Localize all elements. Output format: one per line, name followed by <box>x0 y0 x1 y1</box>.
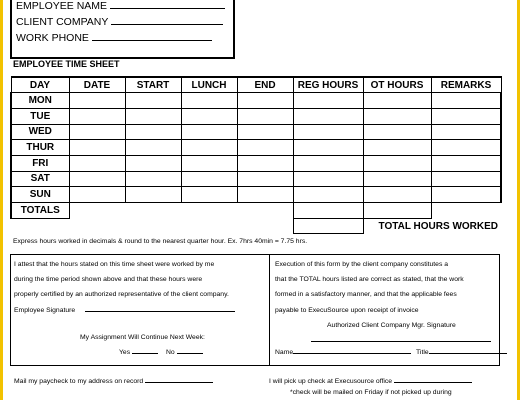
remarks-cell[interactable] <box>431 171 501 187</box>
table-row <box>11 171 501 187</box>
header-ot-hours: OT HOURS <box>363 77 431 93</box>
spacer <box>14 318 266 330</box>
mail-paycheck-label: Mail my paycheck to my address on record <box>14 378 144 385</box>
end-cell[interactable] <box>237 155 293 171</box>
table-row <box>11 140 501 156</box>
end-cell[interactable] <box>237 140 293 156</box>
lunch-cell[interactable] <box>181 187 237 203</box>
date-cell[interactable] <box>69 140 125 156</box>
header-remarks: REMARKS <box>431 77 501 93</box>
pickup-label: I will pick up check at Execusource office <box>269 378 393 385</box>
total-hours-worked-label: TOTAL HOURS WORKED <box>363 218 501 234</box>
yes-field[interactable] <box>132 347 158 354</box>
employee-signature-row <box>14 303 266 318</box>
title-label: Title <box>416 349 429 357</box>
date-cell[interactable] <box>69 108 125 124</box>
date-cell[interactable] <box>69 187 125 203</box>
end-cell[interactable] <box>237 187 293 203</box>
day-cell: SUN <box>11 187 69 203</box>
date-cell[interactable] <box>69 155 125 171</box>
end-cell[interactable] <box>237 108 293 124</box>
work-phone-field[interactable] <box>92 31 212 41</box>
day-cell: WED <box>11 124 69 140</box>
ot-hours-cell[interactable] <box>363 108 431 124</box>
employee-info-box <box>10 0 235 59</box>
reg-hours-cell[interactable] <box>293 124 363 140</box>
start-cell[interactable] <box>125 171 181 187</box>
lunch-cell[interactable] <box>181 93 237 109</box>
table-row <box>11 124 501 140</box>
ot-hours-cell[interactable] <box>363 187 431 203</box>
attestation-divider <box>269 255 270 365</box>
start-cell[interactable] <box>125 140 181 156</box>
day-cell: FRI <box>11 155 69 171</box>
client-line: formed in a satisfactory manner, and that the applicable fees <box>275 291 457 299</box>
end-cell[interactable] <box>237 124 293 140</box>
date-cell[interactable] <box>69 93 125 109</box>
pickup-row <box>269 376 472 385</box>
client-signature-row <box>275 333 497 345</box>
name-label: Name <box>275 349 294 357</box>
total-hours-empty <box>69 218 125 234</box>
remarks-cell[interactable] <box>431 155 501 171</box>
day-cell: MON <box>11 93 69 109</box>
remarks-cell[interactable] <box>431 124 501 140</box>
attest-line: during the time period shown above and that these hours were <box>14 276 203 284</box>
name-field[interactable] <box>293 347 411 354</box>
end-cell[interactable] <box>237 93 293 109</box>
employee-name-row <box>16 0 225 12</box>
totals-row <box>11 203 501 219</box>
table-row <box>11 187 501 203</box>
decimal-note: Express hours worked in decimals & round to the nearest quarter hour. Ex. 7hrs 40min = 7.75 hrs. <box>13 238 308 245</box>
start-cell[interactable] <box>125 124 181 140</box>
ot-hours-cell[interactable] <box>363 171 431 187</box>
day-cell: THUR <box>11 140 69 156</box>
yes-label: Yes <box>119 349 131 357</box>
mail-paycheck-row <box>14 376 213 385</box>
remarks-cell[interactable] <box>431 108 501 124</box>
day-cell: SAT <box>11 171 69 187</box>
table-row <box>11 155 501 171</box>
friday-note: *check will be mailed on Friday if not picked up during <box>290 389 452 396</box>
start-cell[interactable] <box>125 93 181 109</box>
total-hours-worked-cell[interactable] <box>293 218 363 234</box>
employee-name-field[interactable] <box>110 0 225 9</box>
reg-hours-cell[interactable] <box>293 93 363 109</box>
client-signature-field[interactable] <box>311 335 491 342</box>
page-edge-left <box>0 0 3 400</box>
remarks-cell[interactable] <box>431 140 501 156</box>
total-hours-empty <box>237 218 293 234</box>
start-cell[interactable] <box>125 155 181 171</box>
assignment-question: My Assignment Will Continue Next Week: <box>80 333 205 341</box>
employee-signature-field[interactable] <box>85 305 235 312</box>
header-lunch: LUNCH <box>181 77 237 93</box>
header-reg-hours: REG HOURS <box>293 77 363 93</box>
total-ot-hours-cell[interactable] <box>363 203 431 219</box>
date-cell[interactable] <box>69 124 125 140</box>
total-hours-empty <box>181 218 237 234</box>
end-cell[interactable] <box>237 171 293 187</box>
name-title-row <box>275 345 497 360</box>
table-row <box>11 108 501 124</box>
lunch-cell[interactable] <box>181 108 237 124</box>
total-hours-row <box>11 218 501 234</box>
pickup-field[interactable] <box>394 376 472 383</box>
attestation-box <box>10 254 500 366</box>
day-cell: TUE <box>11 108 69 124</box>
total-hours-empty <box>11 218 69 234</box>
mail-paycheck-field[interactable] <box>145 376 213 383</box>
time-sheet-table <box>10 76 502 234</box>
totals-empty <box>69 203 125 219</box>
attest-line: properly certified by an authorized representative of the client company. <box>14 291 229 299</box>
no-field[interactable] <box>177 347 203 354</box>
totals-empty <box>237 203 293 219</box>
totals-empty <box>431 203 501 219</box>
ot-hours-cell[interactable] <box>363 140 431 156</box>
work-phone-label: WORK PHONE <box>16 32 89 44</box>
totals-empty <box>181 203 237 219</box>
total-reg-hours-cell[interactable] <box>293 203 363 219</box>
lunch-cell[interactable] <box>181 124 237 140</box>
reg-hours-cell[interactable] <box>293 140 363 156</box>
work-phone-row <box>16 31 212 44</box>
client-company-label: CLIENT COMPANY <box>16 16 109 28</box>
total-hours-empty <box>125 218 181 234</box>
title-field[interactable] <box>429 347 507 354</box>
start-cell[interactable] <box>125 108 181 124</box>
yes-no-row <box>14 345 266 360</box>
reg-hours-cell[interactable] <box>293 108 363 124</box>
header-end: END <box>237 77 293 93</box>
table-header-row <box>11 77 501 93</box>
client-attestation <box>275 257 497 360</box>
remarks-cell[interactable] <box>431 187 501 203</box>
client-company-row <box>16 15 223 28</box>
lunch-cell[interactable] <box>181 171 237 187</box>
no-label: No <box>165 349 175 357</box>
reg-hours-cell[interactable] <box>293 187 363 203</box>
client-line: Execution of this form by the client company constitutes a <box>275 261 449 268</box>
ot-hours-cell[interactable] <box>363 93 431 109</box>
header-day: DAY <box>11 77 69 93</box>
client-company-field[interactable] <box>111 15 223 25</box>
client-line: payable to ExecuSource upon receipt of invoice <box>275 306 419 314</box>
lunch-cell[interactable] <box>181 155 237 171</box>
client-signature-label: Authorized Client Company Mgr. Signature <box>327 321 456 329</box>
remarks-cell[interactable] <box>431 93 501 109</box>
reg-hours-cell[interactable] <box>293 171 363 187</box>
lunch-cell[interactable] <box>181 140 237 156</box>
employee-signature-label: Employee Signature <box>14 306 76 314</box>
header-date: DATE <box>69 77 125 93</box>
start-cell[interactable] <box>125 187 181 203</box>
reg-hours-cell[interactable] <box>293 155 363 171</box>
client-line: that the TOTAL hours listed are correct as stated, that the work <box>275 276 464 284</box>
date-cell[interactable] <box>69 171 125 187</box>
sheet-title: EMPLOYEE TIME SHEET <box>13 59 120 69</box>
totals-empty <box>125 203 181 219</box>
employee-attestation <box>14 257 266 360</box>
header-start: START <box>125 77 181 93</box>
table-row <box>11 93 501 109</box>
employee-name-label: EMPLOYEE NAME <box>16 0 108 12</box>
totals-label: TOTALS <box>11 203 69 219</box>
ot-hours-cell[interactable] <box>363 124 431 140</box>
attest-line: I attest that the hours stated on this time sheet were worked by me <box>14 261 215 268</box>
ot-hours-cell[interactable] <box>363 155 431 171</box>
